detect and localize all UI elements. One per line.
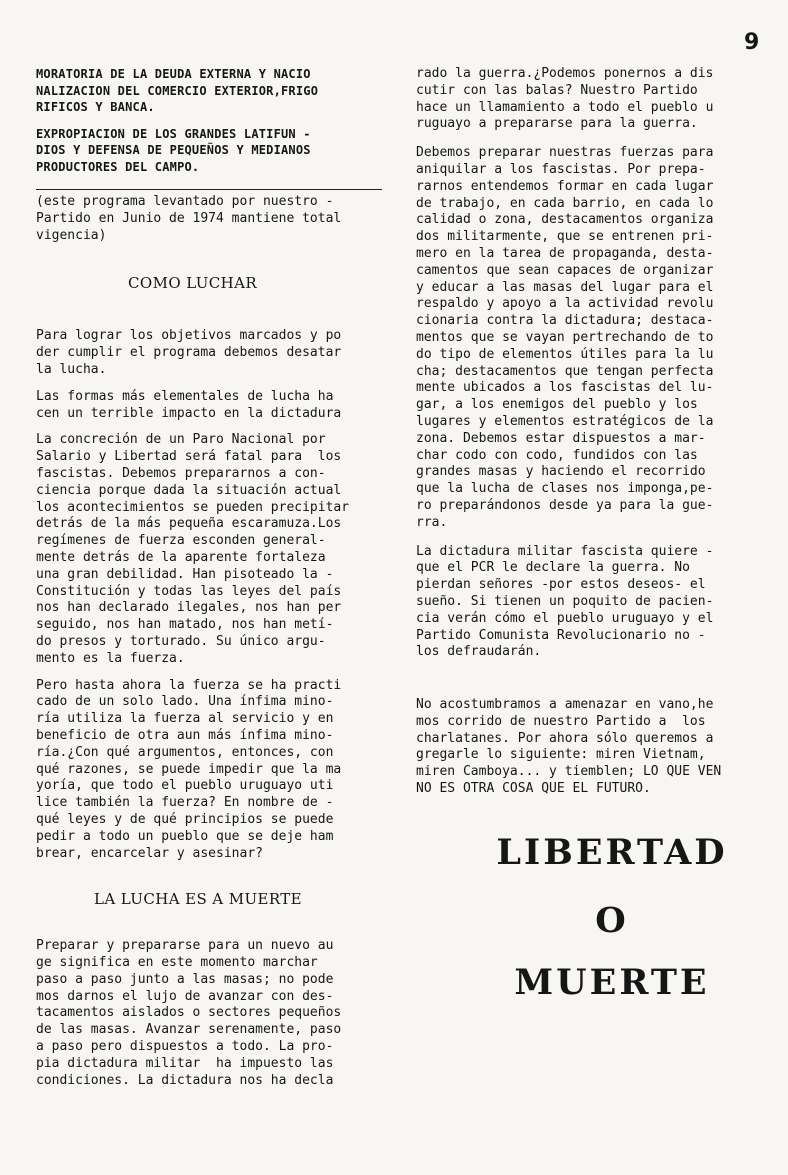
como-paragraph-4: Pero hasta ahora la fuerza se ha practi cado de un solo lado. Una ínfima mino- ría utiliza la fuerza al servicio y en beneficio de otra aun más ínfima mino- ría.¿Con qué argumentos, entonces, con qué razones, se puede impedir que la ma yoría, que todo el pueblo uruguayo uti lice también la fuerza? En nombre de - qué leyes y de qué principios se puede pedir a todo un pueblo que se deje ham brear, encarcelar y asesinar? <box>36 677 342 861</box>
right-paragraph-3: La dictadura militar fascista quiere - que el PCR le declare la guerra. No pierdan señores -por estos deseos- el sueño. Si tienen un poquito de pacien- cia verán cómo el pueblo uruguayo y el Partido Comunista Revolucionario no - los defraudarán. <box>416 543 714 660</box>
slogan-muerte: MUERTE <box>514 962 710 1003</box>
program-point-expropiacion: EXPROPIACION DE LOS GRANDES LATIFUN - DIOS Y DEFENSA DE PEQUEÑOS Y MEDIANOS PRODUCTORES DEL CAMPO. <box>36 126 311 174</box>
right-paragraph-4: No acostumbramos a amenazar en vano,he mos corrido de nuestro Partido a los charlatanes. Por ahora sólo queremos a gregarle lo siguiente: miren Vietnam, miren Camboya... y tiemblen; LO QUE VEN NO ES OTRA COSA QUE EL FUTURO. <box>416 697 722 797</box>
slogan-o: O <box>595 900 629 941</box>
como-paragraph-1: Para lograr los objetivos marcados y po der cumplir el programa debemos desatar la lucha. <box>36 328 342 377</box>
right-column <box>416 66 764 808</box>
como-paragraph-2: Las formas más elementales de lucha ha cen un terrible impacto en la dictadura <box>36 388 342 421</box>
section-heading-lucha-es-a-muerte: LA LUCHA ES A MUERTE <box>94 890 303 909</box>
left-column <box>36 66 382 1099</box>
section-divider <box>36 189 382 190</box>
slogan-libertad: LIBERTAD <box>496 832 728 873</box>
program-note: (este programa levantado por nuestro - Partido en Junio de 1974 mantiene total vigencia) <box>36 194 342 243</box>
como-paragraph-3: La concreción de un Paro Nacional por Salario y Libertad será fatal para los fascistas. Debemos prepararnos a con- ciencia porque dada la situación actual los acontecimientos se pueden precipitar detrás de la más pequeña escaramuza.Los regímenes de fuerza esconden general- mente detrás de la aparente fortaleza una gran debilidad. Han pisoteado la - Constitución y todas las leyes del país nos han declarado ilegales, nos han per seguido, nos han matado, nos han metí- do presos y torturado. Su único argu- mento es la fuerza. <box>36 432 350 666</box>
program-point-moratoria: MORATORIA DE LA DEUDA EXTERNA Y NACIO NALIZACION DEL COMERCIO EXTERIOR,FRIGO RIFICOS Y BANCA. <box>36 67 319 114</box>
right-paragraph-2: Debemos preparar nuestras fuerzas para aniquilar a los fascistas. Por prepa- rarnos entendemos formar en cada lugar de trabajo, en cada barrio, en cada lo calidad o zona, destacamentos organiza dos militarmente, que se entrenen pri- mero en la tarea de propaganda, desta- camentos que sean capaces de organizar y educar a las masas del lugar para el respaldo y apoyo a la actividad revolu cionaria contra la dictadura; destaca- mentos que se vayan pertrechando de to do tipo de elementos útiles para la lu cha; destacamentos que tengan perfecta mente ubicados a los fascistas del lu- gar, a los enemigos del pueblo y los lugares y elementos estratégicos de la zona. Debemos estar dispuestos a mar- char codo con codo, fundidos con las grandes masas y haciendo el recorrido que la lucha de clases nos imponga,pe- ro preparándonos desde ya para la gue- rra. <box>416 145 714 530</box>
lucha-paragraph: Preparar y prepararse para un nuevo au ge significa en este momento marchar paso a paso junto a las masas; no pode mos darnos el lujo de avanzar con des- tacamentos aislados o sectores pequeños de las masas. Avanzar serenamente, paso a paso pero dispuestos a todo. La pro- pia dictadura militar ha impuesto las condiciones. La dictadura nos ha decla <box>36 938 342 1088</box>
section-heading-como-luchar: COMO LUCHAR <box>128 274 258 293</box>
right-paragraph-1: rado la guerra.¿Podemos ponernos a dis cutir con las balas? Nuestro Partido hace un llamamiento a todo el pueblo u ruguayo a prepararse para la guerra. <box>416 66 714 132</box>
page-number: 9 <box>744 30 760 55</box>
